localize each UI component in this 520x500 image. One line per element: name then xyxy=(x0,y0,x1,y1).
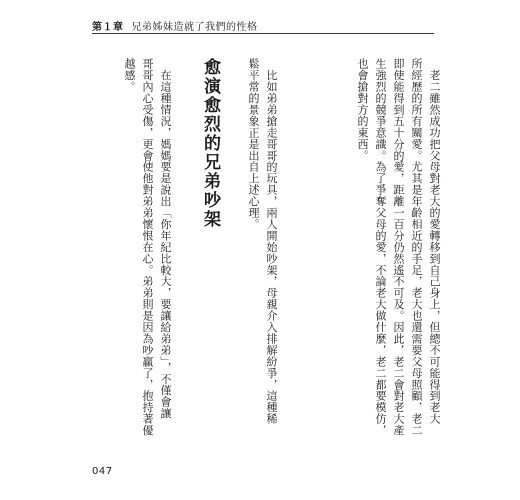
text-line: 比如弟弟搶走哥哥的玩具，兩人開始吵架，母親介入排解紛爭，這種稀 xyxy=(265,58,278,425)
page-number: 047 xyxy=(92,466,113,477)
paragraph-block-3 xyxy=(120,58,174,456)
section-heading: 愈演愈烈的兄弟吵架 xyxy=(200,58,220,229)
chapter-label: 第１章 xyxy=(92,22,124,33)
text-line: 哥哥內心受傷，更會使他對弟弟懷恨在心。弟弟則是因為吵贏了，抱持著優 xyxy=(141,58,154,436)
running-header xyxy=(92,18,258,33)
text-line: 即使能得到五十分的愛，距離一百分仍然遙不可及。因此，老二會對老大產 xyxy=(392,58,405,436)
header-rule xyxy=(92,33,434,34)
text-line: 在這種情況，媽媽要是說出「你年紀比較大，要讓給弟弟」，不僅會讓 xyxy=(159,58,172,419)
text-line: 老二雖然成功把父母對老大的愛轉移到自己身上，但總不可能得到老大 xyxy=(428,58,441,425)
text-line: 也會搶對方的東西。 xyxy=(356,58,369,162)
text-line: 鬆平常的景象正是出自上述心理。 xyxy=(247,58,260,230)
text-line: 生強烈的競爭意識。為了爭奪父母的愛，不論老大做什麼，老二都要模仿， xyxy=(374,58,387,436)
chapter-title: 兄弟姊妹造就了我們的性格 xyxy=(131,22,258,33)
paragraph-block-2 xyxy=(244,58,280,456)
paragraph-block-1 xyxy=(353,58,443,456)
text-line: 越感。 xyxy=(123,58,136,93)
text-line: 所經歷的所有關愛。尤其是年齡相近的手足，老大也還需要父母照顧，老二 xyxy=(410,58,423,436)
